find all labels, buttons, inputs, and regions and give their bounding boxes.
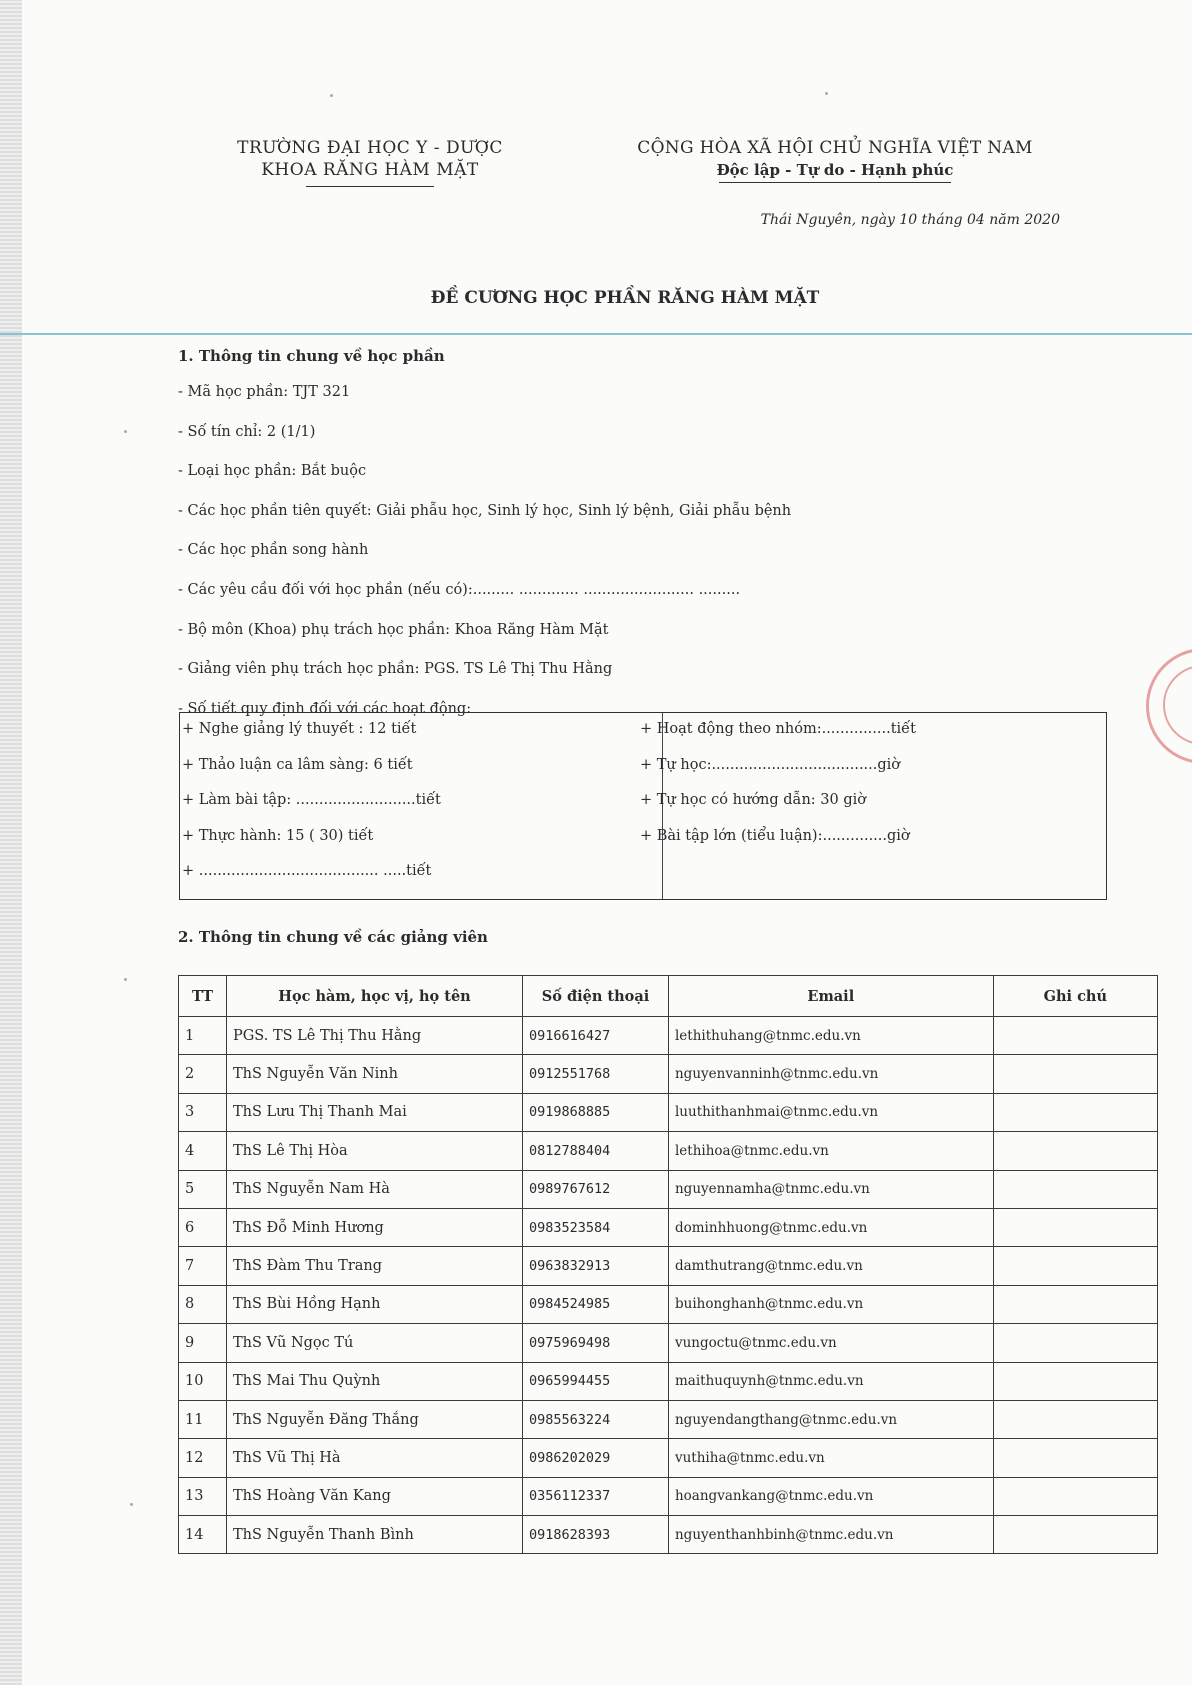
cell-email: buihonghanh@tnmc.edu.vn	[668, 1285, 993, 1323]
activity-item: + Nghe giảng lý thuyết : 12 tiết	[182, 721, 417, 737]
cell-tt: 2	[179, 1055, 227, 1093]
cell-tt: 8	[179, 1285, 227, 1323]
scan-line	[0, 333, 1192, 335]
cell-email: nguyennamha@tnmc.edu.vn	[668, 1170, 993, 1208]
scan-speck	[130, 1503, 133, 1506]
cell-email: vuthiha@tnmc.edu.vn	[668, 1439, 993, 1477]
table-row	[179, 1324, 1158, 1362]
section-2-heading: 2. Thông tin chung về các giảng viên	[178, 928, 488, 946]
cell-tt: 13	[179, 1477, 227, 1515]
activity-item: + Tự học có hướng dẫn: 30 giờ	[640, 792, 866, 808]
cell-phone: 0356112337	[523, 1477, 669, 1515]
national-header	[600, 138, 1070, 183]
column-header-phone: Số điện thoại	[523, 976, 669, 1017]
column-header-tt: TT	[179, 976, 227, 1017]
cell-note	[993, 1170, 1157, 1208]
scan-speck	[330, 94, 333, 97]
cell-note	[993, 1285, 1157, 1323]
table-row	[179, 1132, 1158, 1170]
cell-note	[993, 1439, 1157, 1477]
national-name: CỘNG HÒA XÃ HỘI CHỦ NGHĨA VIỆT NAM	[637, 138, 1033, 158]
cell-name: ThS Đỗ Minh Hương	[226, 1208, 522, 1246]
course-info-item: - Số tín chỉ: 2 (1/1)	[178, 423, 316, 440]
activity-item: + Làm bài tập: ..........................tiết	[182, 792, 441, 808]
cell-name: ThS Vũ Thị Hà	[226, 1439, 522, 1477]
cell-name: ThS Đàm Thu Trang	[226, 1247, 522, 1285]
cell-email: lethithuhang@tnmc.edu.vn	[668, 1017, 993, 1055]
course-info-item: - Loại học phần: Bắt buộc	[178, 463, 367, 480]
table-row	[179, 1439, 1158, 1477]
cell-email: vungoctu@tnmc.edu.vn	[668, 1324, 993, 1362]
activity-item: + Thực hành: 15 ( 30) tiết	[182, 827, 374, 844]
cell-tt: 12	[179, 1439, 227, 1477]
column-header-email: Email	[668, 976, 993, 1017]
activity-item: + Thảo luận ca lâm sàng: 6 tiết	[182, 756, 413, 773]
table-row	[179, 1208, 1158, 1246]
table-row	[179, 1170, 1158, 1208]
table-row	[179, 1477, 1158, 1515]
cell-phone: 0965994455	[523, 1362, 669, 1400]
cell-name: ThS Nguyễn Văn Ninh	[226, 1055, 522, 1093]
cell-email: lethihoa@tnmc.edu.vn	[668, 1132, 993, 1170]
document-date: Thái Nguyên, ngày 10 tháng 04 năm 2020	[760, 212, 1060, 228]
cell-name: PGS. TS Lê Thị Thu Hằng	[226, 1017, 522, 1055]
header-underline	[306, 186, 434, 187]
cell-name: ThS Nguyễn Đăng Thắng	[226, 1400, 522, 1438]
document-title: ĐỀ CƯƠNG HỌC PHẦN RĂNG HÀM MẶT	[430, 288, 820, 308]
table-row	[179, 1093, 1158, 1131]
national-motto: Độc lập - Tự do - Hạnh phúc	[716, 161, 954, 179]
table-header-row	[179, 976, 1158, 1017]
cell-tt: 7	[179, 1247, 227, 1285]
university-name: TRƯỜNG ĐẠI HỌC Y - DƯỢC	[237, 138, 503, 158]
faculty-name: KHOA RĂNG HÀM MẶT	[261, 160, 479, 180]
cell-phone: 0986202029	[523, 1439, 669, 1477]
course-info-list	[178, 382, 998, 738]
course-info-item: - Bộ môn (Khoa) phụ trách học phần: Khoa Răng Hàm Mặt	[178, 621, 609, 638]
table-row	[179, 1285, 1158, 1323]
table-row	[179, 1055, 1158, 1093]
lecturer-table-body	[179, 1017, 1158, 1554]
course-info-item: - Các học phần song hành	[178, 542, 369, 559]
activity-item: + Hoạt động theo nhóm:...............tiết	[640, 721, 916, 737]
cell-name: ThS Hoàng Văn Kang	[226, 1477, 522, 1515]
column-header-note: Ghi chú	[993, 976, 1157, 1017]
cell-name: ThS Mai Thu Quỳnh	[226, 1362, 522, 1400]
table-row	[179, 1516, 1158, 1554]
cell-email: luuthithanhmai@tnmc.edu.vn	[668, 1093, 993, 1131]
cell-note	[993, 1477, 1157, 1515]
cell-name: ThS Lưu Thị Thanh Mai	[226, 1093, 522, 1131]
cell-name: ThS Bùi Hồng Hạnh	[226, 1285, 522, 1323]
cell-tt: 11	[179, 1400, 227, 1438]
scan-speck	[124, 978, 127, 981]
cell-tt: 4	[179, 1132, 227, 1170]
cell-email: hoangvankang@tnmc.edu.vn	[668, 1477, 993, 1515]
activity-hours-box	[179, 712, 1107, 900]
course-info-item: - Mã học phần: TJT 321	[178, 384, 351, 400]
lecturer-table	[178, 975, 1158, 1554]
cell-note	[993, 1055, 1157, 1093]
column-header-name: Học hàm, học vị, họ tên	[226, 976, 522, 1017]
activity-item: + Tự học:....................................giờ	[640, 756, 901, 773]
cell-note	[993, 1400, 1157, 1438]
table-row	[179, 1400, 1158, 1438]
table-row	[179, 1247, 1158, 1285]
cell-name: ThS Nguyễn Thanh Bình	[226, 1516, 522, 1554]
cell-tt: 14	[179, 1516, 227, 1554]
motto-underline	[719, 182, 951, 183]
scan-edge	[0, 0, 22, 1685]
cell-note	[993, 1516, 1157, 1554]
course-info-item: - Giảng viên phụ trách học phần: PGS. TS Lê Thị Thu Hằng	[178, 661, 613, 678]
cell-name: ThS Nguyễn Nam Hà	[226, 1170, 522, 1208]
cell-phone: 0916616427	[523, 1017, 669, 1055]
cell-phone: 0984524985	[523, 1285, 669, 1323]
table-row	[179, 1362, 1158, 1400]
cell-phone: 0975969498	[523, 1324, 669, 1362]
activity-list-left	[182, 717, 441, 895]
scan-speck	[124, 430, 127, 433]
cell-tt: 9	[179, 1324, 227, 1362]
course-info-item: - Số tiết quy định đối với các hoạt động:	[178, 700, 472, 717]
cell-tt: 10	[179, 1362, 227, 1400]
cell-phone: 0912551768	[523, 1055, 669, 1093]
cell-phone: 0918628393	[523, 1516, 669, 1554]
activity-item: + ....................................... .....tiết	[182, 863, 432, 879]
cell-name: ThS Lê Thị Hòa	[226, 1132, 522, 1170]
table-row	[179, 1017, 1158, 1055]
cell-tt: 1	[179, 1017, 227, 1055]
cell-note	[993, 1017, 1157, 1055]
cell-phone: 0812788404	[523, 1132, 669, 1170]
cell-email: nguyenthanhbinh@tnmc.edu.vn	[668, 1516, 993, 1554]
cell-note	[993, 1093, 1157, 1131]
activity-item: + Bài tập lớn (tiểu luận):..............giờ	[640, 827, 910, 844]
activity-list-right	[640, 717, 916, 859]
cell-phone: 0919868885	[523, 1093, 669, 1131]
cell-phone: 0983523584	[523, 1208, 669, 1246]
course-info-item: - Các yêu cầu đối với học phần (nếu có):......... ............. ........................ .........	[178, 581, 741, 598]
cell-name: ThS Vũ Ngọc Tú	[226, 1324, 522, 1362]
cell-phone: 0963832913	[523, 1247, 669, 1285]
cell-email: nguyenvanninh@tnmc.edu.vn	[668, 1055, 993, 1093]
cell-note	[993, 1132, 1157, 1170]
cell-email: maithuquynh@tnmc.edu.vn	[668, 1362, 993, 1400]
cell-phone: 0989767612	[523, 1170, 669, 1208]
cell-email: dominhhuong@tnmc.edu.vn	[668, 1208, 993, 1246]
cell-tt: 5	[179, 1170, 227, 1208]
official-seal	[1146, 648, 1192, 764]
cell-email: nguyendangthang@tnmc.edu.vn	[668, 1400, 993, 1438]
cell-email: damthutrang@tnmc.edu.vn	[668, 1247, 993, 1285]
cell-note	[993, 1324, 1157, 1362]
course-info-item: - Các học phần tiên quyết: Giải phẫu học, Sinh lý học, Sinh lý bệnh, Giải phẫu bệnh	[178, 502, 792, 519]
cell-note	[993, 1362, 1157, 1400]
institution-header	[200, 138, 540, 187]
cell-phone: 0985563224	[523, 1400, 669, 1438]
section-1-heading: 1. Thông tin chung về học phần	[178, 347, 445, 365]
cell-note	[993, 1208, 1157, 1246]
cell-tt: 3	[179, 1093, 227, 1131]
scan-speck	[825, 92, 828, 95]
cell-tt: 6	[179, 1208, 227, 1246]
cell-note	[993, 1247, 1157, 1285]
